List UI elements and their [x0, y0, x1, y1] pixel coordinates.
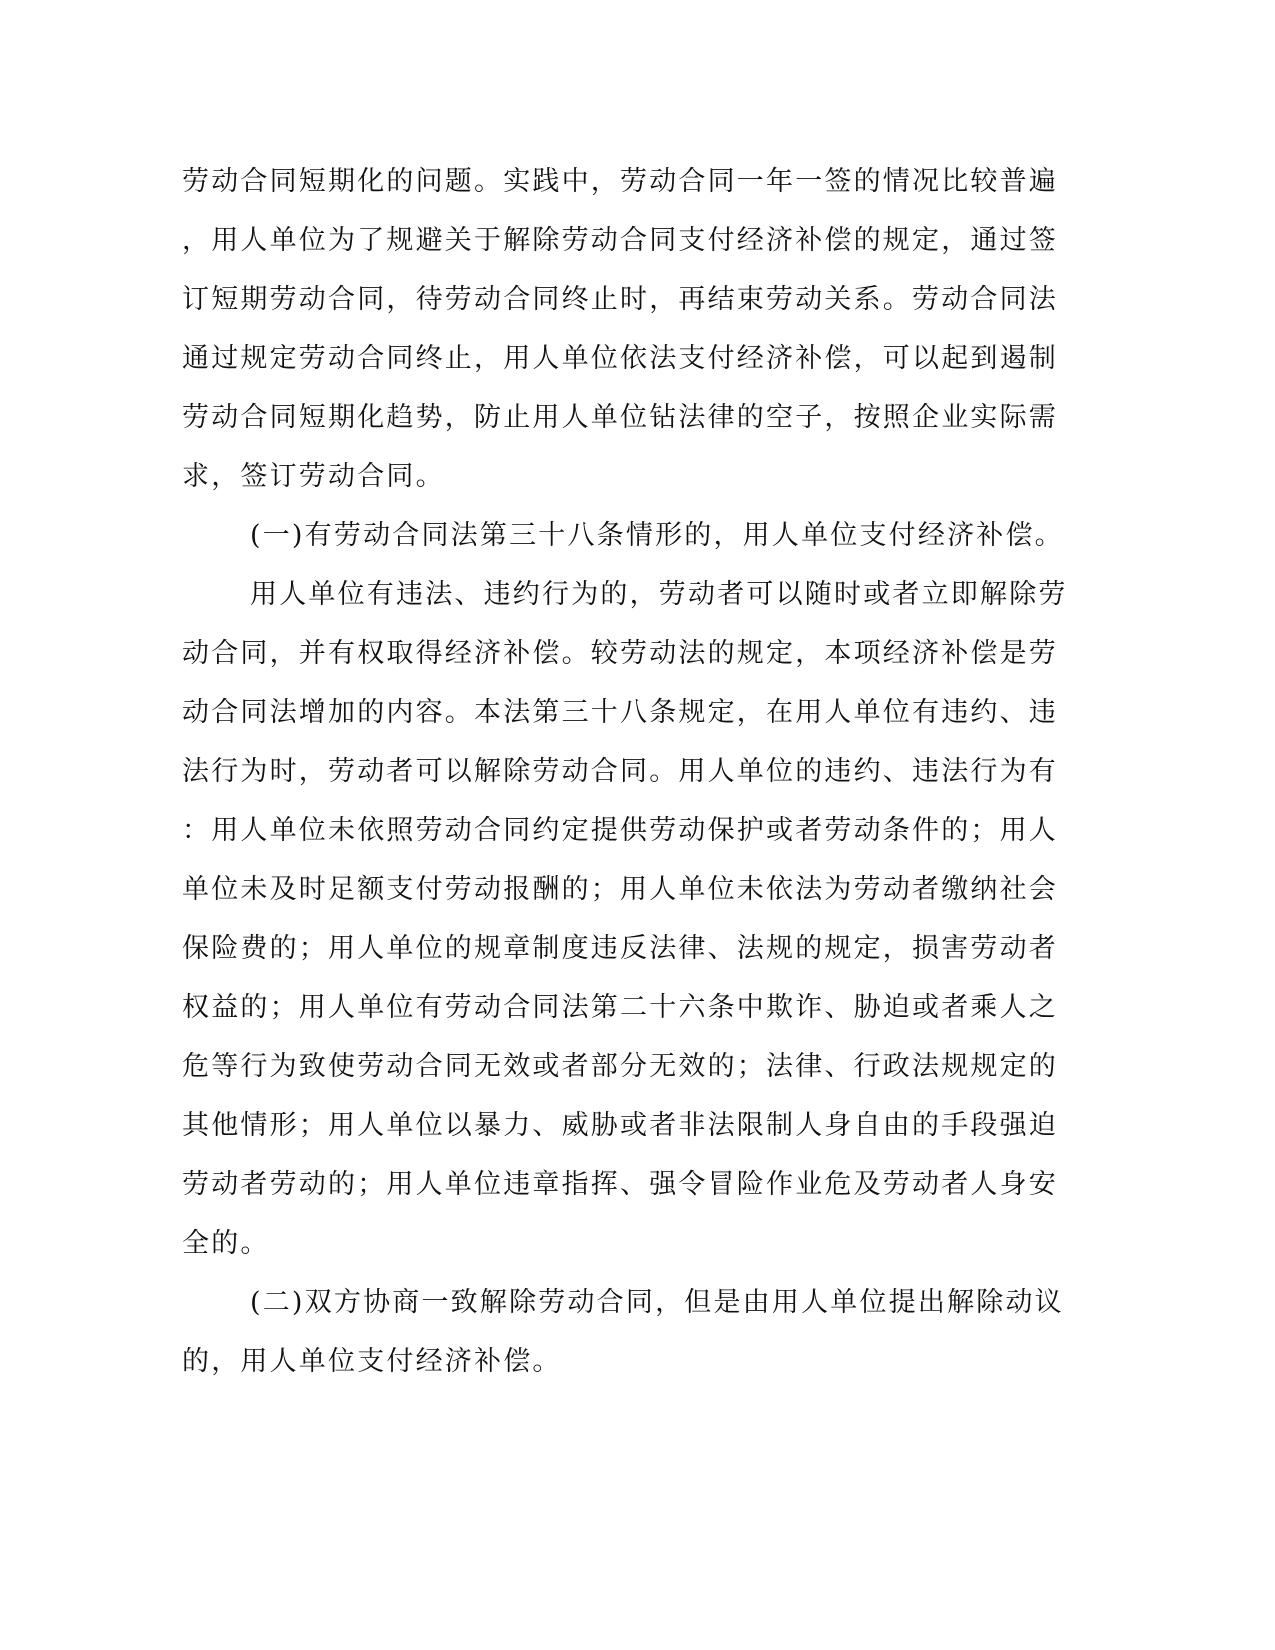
- text-line: 动合同法增加的内容。本法第三十八条规定，在用人单位有违约、违: [182, 697, 1058, 728]
- text-line: 订短期劳动合同，待劳动合同终止时，再结束劳动关系。劳动合同法: [182, 284, 1058, 315]
- text-line: 法行为时，劳动者可以解除劳动合同。用人单位的违约、违法行为有: [182, 756, 1058, 787]
- text-line: 劳动合同短期化的问题。实践中，劳动合同一年一签的情况比较普遍: [182, 166, 1058, 197]
- text-line: 劳动者劳动的；用人单位违章指挥、强令冒险作业危及劳动者人身安: [182, 1169, 1058, 1200]
- text-line: 用人单位有违法、违约行为的，劳动者可以随时或者立即解除劳: [250, 579, 1068, 610]
- text-line: 危等行为致使劳动合同无效或者部分无效的；法律、行政法规规定的: [182, 1051, 1058, 1082]
- text-line: 求，签订劳动合同。: [182, 461, 445, 492]
- text-line: ，用人单位为了规避关于解除劳动合同支付经济补偿的规定，通过签: [182, 225, 1058, 256]
- text-line: 劳动合同短期化趋势，防止用人单位钻法律的空子，按照企业实际需: [182, 402, 1058, 433]
- text-line: 动合同，并有权取得经济补偿。较劳动法的规定，本项经济补偿是劳: [182, 638, 1058, 669]
- text-line: 权益的；用人单位有劳动合同法第二十六条中欺诈、胁迫或者乘人之: [182, 992, 1058, 1023]
- text-line: 的，用人单位支付经济补偿。: [182, 1346, 562, 1377]
- section-heading: (一)有劳动合同法第三十八条情形的，用人单位支付经济补偿。: [250, 520, 1064, 551]
- text-line: 单位未及时足额支付劳动报酬的；用人单位未依法为劳动者缴纳社会: [182, 874, 1058, 905]
- text-line: 其他情形；用人单位以暴力、威胁或者非法限制人身自由的手段强迫: [182, 1110, 1058, 1141]
- text-line: ：用人单位未依照劳动合同约定提供劳动保护或者劳动条件的；用人: [182, 815, 1058, 846]
- section-heading: (二)双方协商一致解除劳动合同，但是由用人单位提出解除动议: [250, 1287, 1064, 1318]
- text-line: 通过规定劳动合同终止，用人单位依法支付经济补偿，可以起到遏制: [182, 343, 1058, 374]
- text-line: 全的。: [182, 1228, 270, 1259]
- text-line: 保险费的；用人单位的规章制度违反法律、法规的规定，损害劳动者: [182, 933, 1058, 964]
